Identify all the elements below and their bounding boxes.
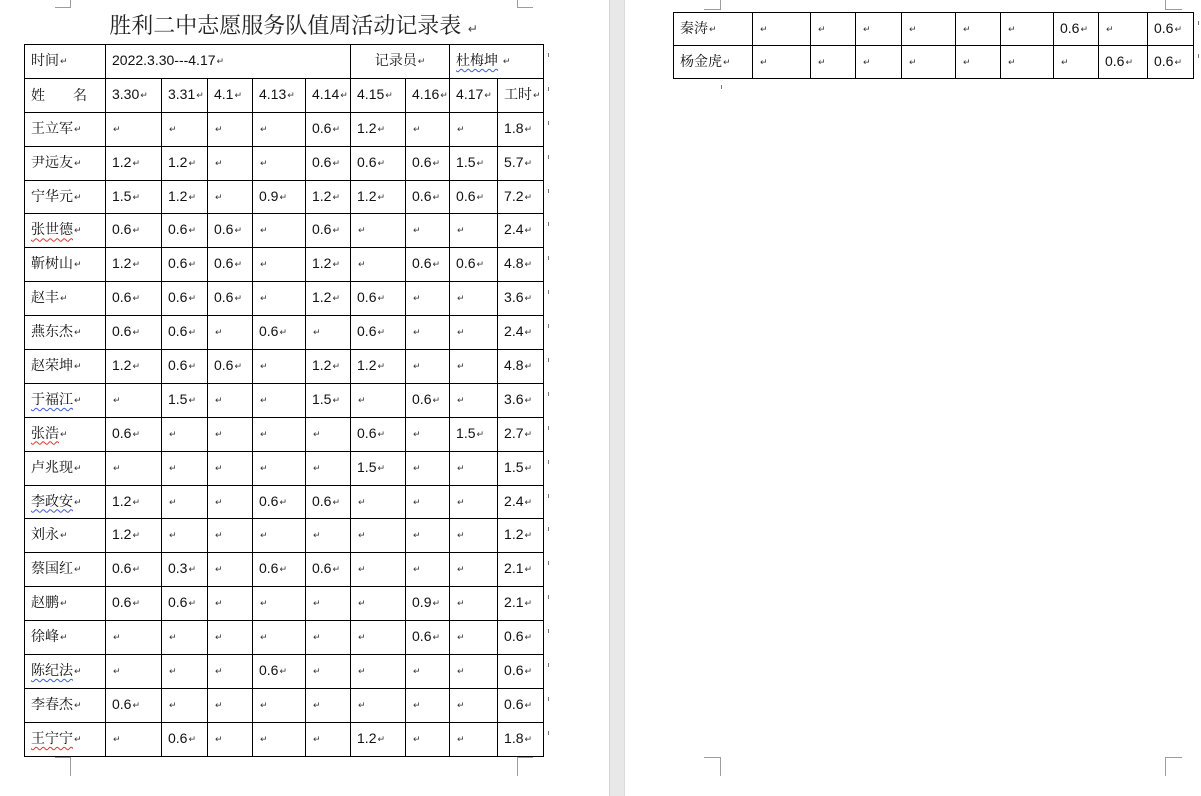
document-title-text: 胜利二中志愿服务队值周活动记录表 [109, 13, 462, 38]
recorder-name-cell[interactable] [450, 45, 544, 79]
table-row [25, 282, 544, 316]
daily-hours-cell[interactable] [162, 417, 208, 451]
member-name-cell[interactable] [25, 621, 106, 655]
daily-hours-cell[interactable]: 0.3 ↵ [162, 553, 208, 587]
daily-hours-cell[interactable] [253, 282, 306, 316]
daily-hours-cell[interactable]: 0.9 ↵ [253, 180, 306, 214]
daily-hours-cell[interactable] [450, 587, 498, 621]
daily-hours-cell[interactable] [106, 112, 162, 146]
crop-mark [55, 0, 71, 8]
member-name: 李政安 [31, 492, 73, 509]
daily-hours-cell[interactable] [208, 519, 253, 553]
daily-hours-cell[interactable] [450, 722, 498, 756]
daily-hours-cell[interactable]: 1.2 ↵ [106, 146, 162, 180]
member-name: 于福江 [31, 390, 73, 407]
daily-hours-cell[interactable] [351, 485, 406, 519]
daily-hours-cell[interactable]: 1.2 ↵ [306, 248, 351, 282]
member-name-cell[interactable] [25, 112, 106, 146]
member-name-cell[interactable] [25, 451, 106, 485]
daily-hours-cell[interactable] [351, 587, 406, 621]
daily-hours-cell[interactable] [450, 655, 498, 689]
total-hours-cell[interactable]: 2.1 ↵ [498, 587, 544, 621]
info-row [25, 45, 544, 79]
member-name-cell[interactable] [25, 248, 106, 282]
total-hours-cell[interactable]: 1.5 ↵ [498, 451, 544, 485]
column-header-date[interactable]: 4.16 ↵ [406, 78, 450, 112]
daily-hours-cell[interactable] [162, 621, 208, 655]
daily-hours-cell[interactable] [208, 553, 253, 587]
column-header-name[interactable]: 姓 名 [25, 78, 106, 112]
daily-hours-cell[interactable]: 0.6 ↵ [306, 146, 351, 180]
daily-hours-cell[interactable]: 0.6 ↵ [406, 621, 450, 655]
member-name: 卢兆现 [31, 458, 73, 475]
member-name-cell[interactable] [25, 180, 106, 214]
crop-mark [704, 757, 721, 776]
table-row [25, 350, 544, 384]
daily-hours-cell[interactable] [450, 350, 498, 384]
member-name-cell[interactable] [25, 146, 106, 180]
daily-hours-cell[interactable] [253, 688, 306, 722]
daily-hours-cell[interactable] [351, 688, 406, 722]
daily-hours-cell[interactable] [406, 655, 450, 689]
table-row [25, 417, 544, 451]
daily-hours-cell[interactable] [162, 688, 208, 722]
daily-hours-cell[interactable] [162, 485, 208, 519]
daily-hours-cell[interactable] [450, 553, 498, 587]
column-header-date[interactable]: 4.13 ↵ [253, 78, 306, 112]
total-hours-cell[interactable]: 2.1 ↵ [498, 553, 544, 587]
daily-hours-cell[interactable]: 0.6 ↵ [306, 214, 351, 248]
daily-hours-cell[interactable] [450, 112, 498, 146]
daily-hours-cell[interactable]: 0.6 ↵ [162, 587, 208, 621]
daily-hours-cell[interactable] [162, 519, 208, 553]
daily-hours-cell[interactable]: 0.6 ↵ [306, 485, 351, 519]
daily-hours-cell[interactable] [406, 553, 450, 587]
daily-hours-cell[interactable] [208, 621, 253, 655]
daily-hours-cell[interactable] [902, 13, 956, 46]
daily-hours-cell[interactable] [450, 688, 498, 722]
daily-hours-cell[interactable]: 1.2 ↵ [351, 350, 406, 384]
column-header-total[interactable]: 工时 ↵ [498, 78, 544, 112]
total-hours-cell[interactable]: 0.6 ↵ [498, 688, 544, 722]
daily-hours-cell[interactable]: 1.2 ↵ [106, 519, 162, 553]
daily-hours-cell[interactable]: 0.6 ↵ [406, 146, 450, 180]
daily-hours-cell[interactable] [351, 621, 406, 655]
daily-hours-cell[interactable] [306, 417, 351, 451]
volunteer-record-table [24, 44, 544, 757]
daily-hours-cell[interactable] [1001, 46, 1054, 79]
daily-hours-cell[interactable] [106, 722, 162, 756]
member-name: 王宁宁 [31, 729, 73, 746]
period-cell[interactable]: 2022.3.30---4.17 ↵ [106, 45, 351, 79]
daily-hours-cell[interactable] [208, 417, 253, 451]
daily-hours-cell[interactable] [406, 688, 450, 722]
total-hours-cell[interactable]: 2.7 ↵ [498, 417, 544, 451]
daily-hours-cell[interactable]: 0.9 ↵ [406, 587, 450, 621]
daily-hours-cell[interactable] [450, 485, 498, 519]
member-name: 蔡国红 [31, 560, 73, 577]
daily-hours-cell[interactable] [406, 417, 450, 451]
daily-hours-cell[interactable]: 0.6 ↵ [106, 587, 162, 621]
daily-hours-cell[interactable]: 1.5 ↵ [450, 146, 498, 180]
daily-hours-cell[interactable]: 1.5 ↵ [450, 417, 498, 451]
daily-hours-cell[interactable] [450, 383, 498, 417]
daily-hours-cell[interactable] [450, 451, 498, 485]
daily-hours-cell[interactable] [208, 587, 253, 621]
daily-hours-cell[interactable] [406, 485, 450, 519]
daily-hours-cell[interactable] [253, 248, 306, 282]
daily-hours-cell[interactable]: 1.2 ↵ [106, 248, 162, 282]
daily-hours-cell[interactable] [253, 417, 306, 451]
member-name-cell[interactable] [25, 519, 106, 553]
volunteer-record-table-continued [673, 12, 1194, 79]
table-row [25, 214, 544, 248]
daily-hours-cell[interactable] [106, 451, 162, 485]
daily-hours-cell[interactable] [208, 485, 253, 519]
member-name-cell[interactable] [25, 417, 106, 451]
daily-hours-cell[interactable] [253, 519, 306, 553]
total-hours-cell[interactable]: 2.4 ↵ [498, 485, 544, 519]
member-name-cell[interactable] [674, 46, 753, 79]
daily-hours-cell[interactable] [351, 655, 406, 689]
daily-hours-cell[interactable]: 1.2 ↵ [351, 112, 406, 146]
total-hours-cell[interactable]: 0.6 ↵ [498, 621, 544, 655]
daily-hours-cell[interactable]: 0.6 ↵ [253, 655, 306, 689]
daily-hours-cell[interactable] [351, 519, 406, 553]
daily-hours-cell[interactable]: 0.6 ↵ [162, 350, 208, 384]
member-name: 赵荣坤 [31, 356, 73, 373]
daily-hours-cell[interactable]: 0.6 ↵ [162, 214, 208, 248]
document-title[interactable] [70, 11, 517, 44]
daily-hours-cell[interactable] [253, 722, 306, 756]
table-row [674, 13, 1194, 46]
daily-hours-cell[interactable] [1099, 13, 1148, 46]
daily-hours-cell[interactable] [450, 519, 498, 553]
daily-hours-cell[interactable] [406, 519, 450, 553]
daily-hours-cell[interactable] [162, 112, 208, 146]
daily-hours-cell[interactable] [406, 350, 450, 384]
member-name-cell[interactable] [25, 722, 106, 756]
total-hours-cell[interactable]: 2.4 ↵ [498, 214, 544, 248]
member-name: 张世德 [31, 221, 73, 238]
daily-hours-cell[interactable] [253, 146, 306, 180]
member-name: 徐峰 [31, 628, 59, 645]
daily-hours-cell[interactable] [106, 383, 162, 417]
daily-hours-cell[interactable]: 0.6 ↵ [162, 282, 208, 316]
daily-hours-cell[interactable] [811, 13, 856, 46]
table-row [25, 248, 544, 282]
daily-hours-cell[interactable] [902, 46, 956, 79]
table-row [25, 553, 544, 587]
daily-hours-cell[interactable] [753, 46, 811, 79]
daily-hours-cell[interactable] [162, 451, 208, 485]
column-header-row [25, 78, 544, 112]
daily-hours-cell[interactable]: 0.6 ↵ [208, 214, 253, 248]
member-name: 张浩 [31, 424, 59, 441]
daily-hours-cell[interactable]: 0.6 ↵ [253, 316, 306, 350]
daily-hours-cell[interactable] [208, 383, 253, 417]
crop-mark [1165, 757, 1182, 776]
daily-hours-cell[interactable] [811, 46, 856, 79]
daily-hours-cell[interactable] [856, 13, 902, 46]
daily-hours-cell[interactable] [956, 46, 1001, 79]
daily-hours-cell[interactable] [306, 722, 351, 756]
daily-hours-cell[interactable] [1054, 46, 1099, 79]
table-row [25, 621, 544, 655]
daily-hours-cell[interactable] [253, 112, 306, 146]
daily-hours-cell[interactable]: 1.2 ↵ [306, 180, 351, 214]
daily-hours-cell[interactable]: 1.5 ↵ [162, 383, 208, 417]
table-row [25, 722, 544, 756]
daily-hours-cell[interactable]: 1.2 ↵ [162, 180, 208, 214]
daily-hours-cell[interactable] [208, 316, 253, 350]
daily-hours-cell[interactable]: 0.6 ↵ [106, 316, 162, 350]
total-hours-cell[interactable]: 4.8 ↵ [498, 248, 544, 282]
member-name: 赵鹏 [31, 594, 59, 611]
daily-hours-cell[interactable]: 1.5 ↵ [351, 451, 406, 485]
daily-hours-cell[interactable] [253, 587, 306, 621]
table-row [25, 451, 544, 485]
daily-hours-cell[interactable] [450, 621, 498, 655]
daily-hours-cell[interactable]: 0.6 ↵ [306, 553, 351, 587]
daily-hours-cell[interactable]: 0.6 ↵ [106, 688, 162, 722]
daily-hours-cell[interactable]: 0.6 ↵ [253, 553, 306, 587]
daily-hours-cell[interactable]: 0.6 ↵ [106, 553, 162, 587]
daily-hours-cell[interactable]: 0.6 ↵ [162, 316, 208, 350]
table-row [25, 383, 544, 417]
member-name: 刘永 [31, 526, 59, 543]
member-name-cell[interactable] [25, 316, 106, 350]
daily-hours-cell[interactable]: 1.2 ↵ [106, 485, 162, 519]
table-row [25, 180, 544, 214]
daily-hours-cell[interactable]: 0.6 ↵ [450, 248, 498, 282]
daily-hours-cell[interactable] [106, 655, 162, 689]
daily-hours-cell[interactable]: 1.5 ↵ [106, 180, 162, 214]
daily-hours-cell[interactable]: 1.2 ↵ [351, 722, 406, 756]
daily-hours-cell[interactable]: 0.6 ↵ [208, 282, 253, 316]
crop-mark [1165, 0, 1182, 10]
table-row [674, 46, 1194, 79]
total-hours-cell[interactable]: 2.4 ↵ [498, 316, 544, 350]
total-hours-cell[interactable]: 3.6 ↵ [498, 383, 544, 417]
daily-hours-cell[interactable] [351, 553, 406, 587]
member-name-cell[interactable] [25, 688, 106, 722]
recorder-label-cell[interactable]: 记录员 ↵ [351, 45, 450, 79]
member-name: 陈纪法 [31, 661, 73, 678]
daily-hours-cell[interactable] [253, 451, 306, 485]
member-name-cell[interactable] [25, 214, 106, 248]
member-name-cell[interactable] [25, 350, 106, 384]
table-row [25, 688, 544, 722]
daily-hours-cell[interactable] [253, 621, 306, 655]
daily-hours-cell[interactable]: 0.6 ↵ [208, 248, 253, 282]
daily-hours-cell[interactable]: 1.2 ↵ [106, 350, 162, 384]
daily-hours-cell[interactable]: 0.6 ↵ [351, 417, 406, 451]
total-hours-cell[interactable]: 3.6 ↵ [498, 282, 544, 316]
member-name-cell[interactable] [674, 13, 753, 46]
member-name: 尹远友 [31, 153, 73, 170]
member-name: 李春杰 [31, 695, 73, 712]
column-header-date[interactable]: 4.1 ↵ [208, 78, 253, 112]
daily-hours-cell[interactable] [208, 146, 253, 180]
daily-hours-cell[interactable] [306, 655, 351, 689]
daily-hours-cell[interactable] [956, 13, 1001, 46]
daily-hours-cell[interactable] [306, 316, 351, 350]
member-name-cell[interactable] [25, 655, 106, 689]
daily-hours-cell[interactable] [450, 316, 498, 350]
table-row [25, 485, 544, 519]
daily-hours-cell[interactable] [1001, 13, 1054, 46]
daily-hours-cell[interactable] [406, 214, 450, 248]
daily-hours-cell[interactable] [306, 519, 351, 553]
table-row [25, 146, 544, 180]
daily-hours-cell[interactable] [208, 722, 253, 756]
table-row [25, 655, 544, 689]
daily-hours-cell[interactable]: 0.6 ↵ [162, 722, 208, 756]
total-hours-cell[interactable]: 7.2 ↵ [498, 180, 544, 214]
daily-hours-cell[interactable]: 0.6 ↵ [450, 180, 498, 214]
total-hours-cell[interactable]: 1.8 ↵ [498, 722, 544, 756]
daily-hours-cell[interactable]: 0.6 ↵ [1054, 13, 1099, 46]
daily-hours-cell[interactable]: 1.5 ↵ [306, 383, 351, 417]
daily-hours-cell[interactable] [351, 383, 406, 417]
member-name: 赵丰 [31, 289, 59, 306]
daily-hours-cell[interactable] [351, 214, 406, 248]
member-name-cell[interactable] [25, 553, 106, 587]
crop-mark [517, 0, 533, 8]
daily-hours-cell[interactable]: 1.2 ↵ [306, 282, 351, 316]
total-hours-cell[interactable]: 5.7 ↵ [498, 146, 544, 180]
daily-hours-cell[interactable] [450, 214, 498, 248]
daily-hours-cell[interactable] [856, 46, 902, 79]
member-name: 燕东杰 [31, 323, 73, 340]
daily-hours-cell[interactable] [253, 214, 306, 248]
member-name-cell[interactable] [25, 587, 106, 621]
daily-hours-cell[interactable] [208, 112, 253, 146]
daily-hours-cell[interactable]: 0.6 ↵ [106, 417, 162, 451]
recorder-name: 杜梅坤 [456, 51, 499, 68]
daily-hours-cell[interactable] [208, 688, 253, 722]
daily-hours-cell[interactable] [306, 621, 351, 655]
paragraph-mark [721, 85, 722, 89]
crop-mark [704, 0, 721, 10]
daily-hours-cell[interactable] [351, 248, 406, 282]
total-hours-cell[interactable]: 1.8 ↵ [498, 112, 544, 146]
daily-hours-cell[interactable]: 0.6 ↵ [1099, 46, 1148, 79]
daily-hours-cell[interactable] [406, 451, 450, 485]
column-header-date[interactable]: 4.14 ↵ [306, 78, 351, 112]
daily-hours-cell[interactable]: 0.6 ↵ [351, 282, 406, 316]
daily-hours-cell[interactable] [253, 383, 306, 417]
daily-hours-cell[interactable]: 0.6 ↵ [253, 485, 306, 519]
time-label-cell[interactable]: 时间 ↵ [25, 45, 106, 79]
daily-hours-cell[interactable]: 0.6 ↵ [306, 112, 351, 146]
member-name: 秦涛 [680, 19, 708, 36]
member-name: 靳树山 [31, 255, 73, 272]
daily-hours-cell[interactable]: 1.2 ↵ [351, 180, 406, 214]
daily-hours-cell[interactable] [208, 655, 253, 689]
daily-hours-cell[interactable]: 1.2 ↵ [306, 350, 351, 384]
member-name-cell[interactable] [25, 485, 106, 519]
total-hours-cell[interactable]: 0.6 ↵ [1148, 13, 1194, 46]
daily-hours-cell[interactable]: 0.6 ↵ [406, 180, 450, 214]
daily-hours-cell[interactable]: 1.2 ↵ [162, 146, 208, 180]
daily-hours-cell[interactable] [306, 587, 351, 621]
daily-hours-cell[interactable] [450, 282, 498, 316]
daily-hours-cell[interactable] [406, 112, 450, 146]
daily-hours-cell[interactable] [208, 180, 253, 214]
member-name-cell[interactable] [25, 383, 106, 417]
member-name: 宁华元 [31, 187, 73, 204]
total-hours-cell[interactable]: 0.6 ↵ [498, 655, 544, 689]
table-row [25, 316, 544, 350]
daily-hours-cell[interactable] [406, 316, 450, 350]
total-hours-cell[interactable]: 1.2 ↵ [498, 519, 544, 553]
daily-hours-cell[interactable] [253, 350, 306, 384]
table-row [25, 587, 544, 621]
page-separator [609, 0, 625, 796]
daily-hours-cell[interactable] [306, 451, 351, 485]
daily-hours-cell[interactable] [106, 621, 162, 655]
daily-hours-cell[interactable]: 0.6 ↵ [406, 248, 450, 282]
daily-hours-cell[interactable]: 0.6 ↵ [106, 214, 162, 248]
table-row [25, 112, 544, 146]
daily-hours-cell[interactable]: 0.6 ↵ [351, 146, 406, 180]
daily-hours-cell[interactable] [406, 722, 450, 756]
daily-hours-cell[interactable] [406, 282, 450, 316]
member-name-cell[interactable] [25, 282, 106, 316]
member-name: 杨金虎 [680, 52, 722, 69]
total-hours-cell[interactable]: 4.8 ↵ [498, 350, 544, 384]
daily-hours-cell[interactable]: 0.6 ↵ [106, 282, 162, 316]
daily-hours-cell[interactable] [208, 451, 253, 485]
column-header-date[interactable]: 4.17 ↵ [450, 78, 498, 112]
crop-mark [55, 757, 71, 776]
daily-hours-cell[interactable]: 0.6 ↵ [208, 350, 253, 384]
crop-mark [517, 757, 533, 776]
daily-hours-cell[interactable]: 0.6 ↵ [162, 248, 208, 282]
column-header-date[interactable]: 4.15 ↵ [351, 78, 406, 112]
table-row [25, 519, 544, 553]
daily-hours-cell[interactable] [162, 655, 208, 689]
daily-hours-cell[interactable] [753, 13, 811, 46]
column-header-date[interactable]: 3.31 ↵ [162, 78, 208, 112]
daily-hours-cell[interactable]: 0.6 ↵ [351, 316, 406, 350]
daily-hours-cell[interactable] [306, 688, 351, 722]
column-header-date[interactable]: 3.30 ↵ [106, 78, 162, 112]
member-name: 王立军 [31, 119, 73, 136]
daily-hours-cell[interactable]: 0.6 ↵ [406, 383, 450, 417]
total-hours-cell[interactable]: 0.6 ↵ [1148, 46, 1194, 79]
